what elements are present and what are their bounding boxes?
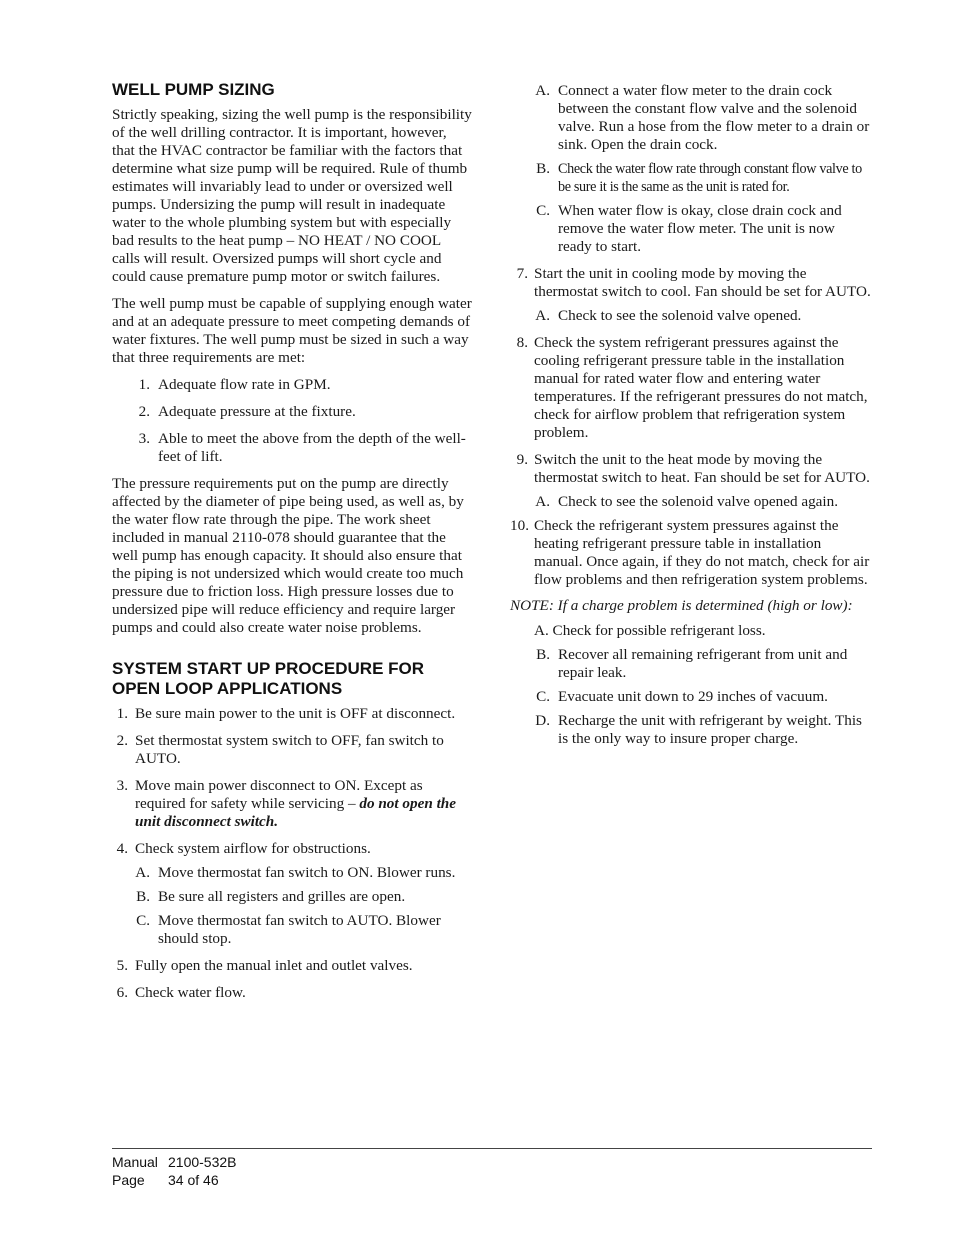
list-item: 3. Move main power disconnect to ON. Except as required for safety while servicing – do not open the unit disconnect switch. — [116, 777, 456, 830]
page-label: Page — [112, 1172, 145, 1188]
sub-list — [112, 864, 472, 948]
list-item: A. Connect a water flow meter to the drain cock between the constant flow valve and the solenoid valve. Run a hose from the flow meter to a drain or sink. Open the drain cock. — [535, 82, 870, 153]
left-column — [112, 80, 472, 1011]
list-item: C. Move thermostat fan switch to AUTO. Blower should stop. — [136, 912, 441, 947]
procedure-list — [112, 957, 472, 1002]
note-text: NOTE: If a charge problem is determined (high or low): — [510, 597, 853, 614]
list-item: 1. Adequate flow rate in GPM. — [138, 376, 331, 393]
footer-divider — [112, 1148, 872, 1149]
paragraph: The pressure requirements put on the pump are directly affected by the diameter of pipe being used, as well as, by the water flow rate through the pipe. The work sheet included in manual 2110-078 should guarantee that the well pump has enough capacity. It should also ensure that the piping is not undersized which would create too much pressure due to friction loss. High pressure losses due to undersized pipe will reduce efficiency and require larger pumps and could also create water noise problems. — [112, 475, 464, 636]
sub-list — [510, 82, 872, 256]
list-item: A. Move thermostat fan switch to ON. Blower runs. — [135, 864, 456, 881]
heading-well-pump-sizing: WELL PUMP SIZING — [112, 80, 275, 99]
list-item: 2. Set thermostat system switch to OFF, fan switch to AUTO. — [116, 732, 444, 767]
note-list — [510, 622, 872, 748]
list-item: 1. Be sure main power to the unit is OFF at disconnect. — [116, 705, 456, 722]
footer-page-line — [112, 1171, 237, 1189]
list-item: 7. Start the unit in cooling mode by moving the thermostat switch to cool. Fan should be set for AUTO. — [516, 265, 871, 300]
requirements-list — [112, 376, 472, 466]
procedure-list — [510, 334, 872, 487]
list-item: D. Recharge the unit with refrigerant by weight. This is the only way to insure proper charge. — [535, 712, 862, 747]
right-column — [510, 82, 872, 754]
sub-list — [510, 307, 872, 325]
page-footer — [112, 1153, 237, 1189]
page-number: 34 of 46 — [168, 1172, 219, 1188]
manual-label: Manual — [112, 1154, 158, 1170]
procedure-list — [510, 265, 872, 301]
list-item: 4. Check system airflow for obstructions. — [116, 840, 371, 857]
list-item: C. When water flow is okay, close drain cock and remove the water flow meter. The unit is now ready to start. — [536, 202, 842, 255]
list-item: 5. Fully open the manual inlet and outlet valves. — [116, 957, 413, 974]
list-item: 10. Check the refrigerant system pressures against the heating refrigerant pressure table in installation manual. Once again, if they do not match, check for air flow problems and then refrigeration system problems. — [510, 517, 870, 588]
procedure-list — [510, 517, 872, 589]
heading-start-up-procedure: SYSTEM START UP PROCEDURE FOR OPEN LOOP APPLICATIONS — [112, 659, 425, 698]
list-item: A. Check to see the solenoid valve opened again. — [535, 493, 839, 510]
paragraph: The well pump must be capable of supplying enough water and at an adequate pressure to meet competing demands of water fixtures. The well pump must be sized in such a way that three requirements are met: — [112, 295, 472, 366]
list-item: 6. Check water flow. — [116, 984, 246, 1001]
list-item: B. Recover all remaining refrigerant from unit and repair leak. — [536, 646, 848, 681]
list-item: 8. Check the system refrigerant pressures against the cooling refrigerant pressure table in the installation manual for rated water flow and entering water temperatures. If the refrigerant pressures do not match, check for airflow problem that refrigeration system problem. — [516, 334, 868, 441]
manual-number: 2100-532B — [168, 1154, 237, 1170]
list-item: B. Be sure all registers and grilles are open. — [136, 888, 406, 905]
list-item: A. Check for possible refrigerant loss. — [534, 622, 766, 639]
list-item: 2. Adequate pressure at the fixture. — [138, 403, 356, 420]
list-item: 3. Able to meet the above from the depth of the well-feet of lift. — [138, 430, 466, 465]
footer-manual-line — [112, 1153, 237, 1171]
emphasis-text: do not open the unit disconnect switch. — [135, 795, 456, 830]
procedure-list — [112, 705, 472, 858]
list-item: C. Evacuate unit down to 29 inches of vacuum. — [536, 688, 828, 705]
list-item: 9. Switch the unit to the heat mode by moving the thermostat switch to heat. Fan should be set for AUTO. — [516, 451, 870, 486]
paragraph: Strictly speaking, sizing the well pump is the responsibility of the well drilling contractor. It is important, however, that the HVAC contractor be familiar with the factors that determine what size pump will be required. Rule of thumb estimates will invariably lead to under or oversized well pumps. Undersizing the pump will result in inadequate water to the whole plumbing system but with especially bad results to the heat pump – NO HEAT / NO COOL calls will result. Oversized pumps will short cycle and could cause premature pump motor or switch failures. — [112, 106, 472, 285]
list-item: B. Check the water flow rate through constant flow valve to be sure it is the same as the unit is rated for. — [536, 160, 862, 195]
sub-list — [510, 493, 872, 511]
list-item: A. Check to see the solenoid valve opened. — [535, 307, 802, 324]
